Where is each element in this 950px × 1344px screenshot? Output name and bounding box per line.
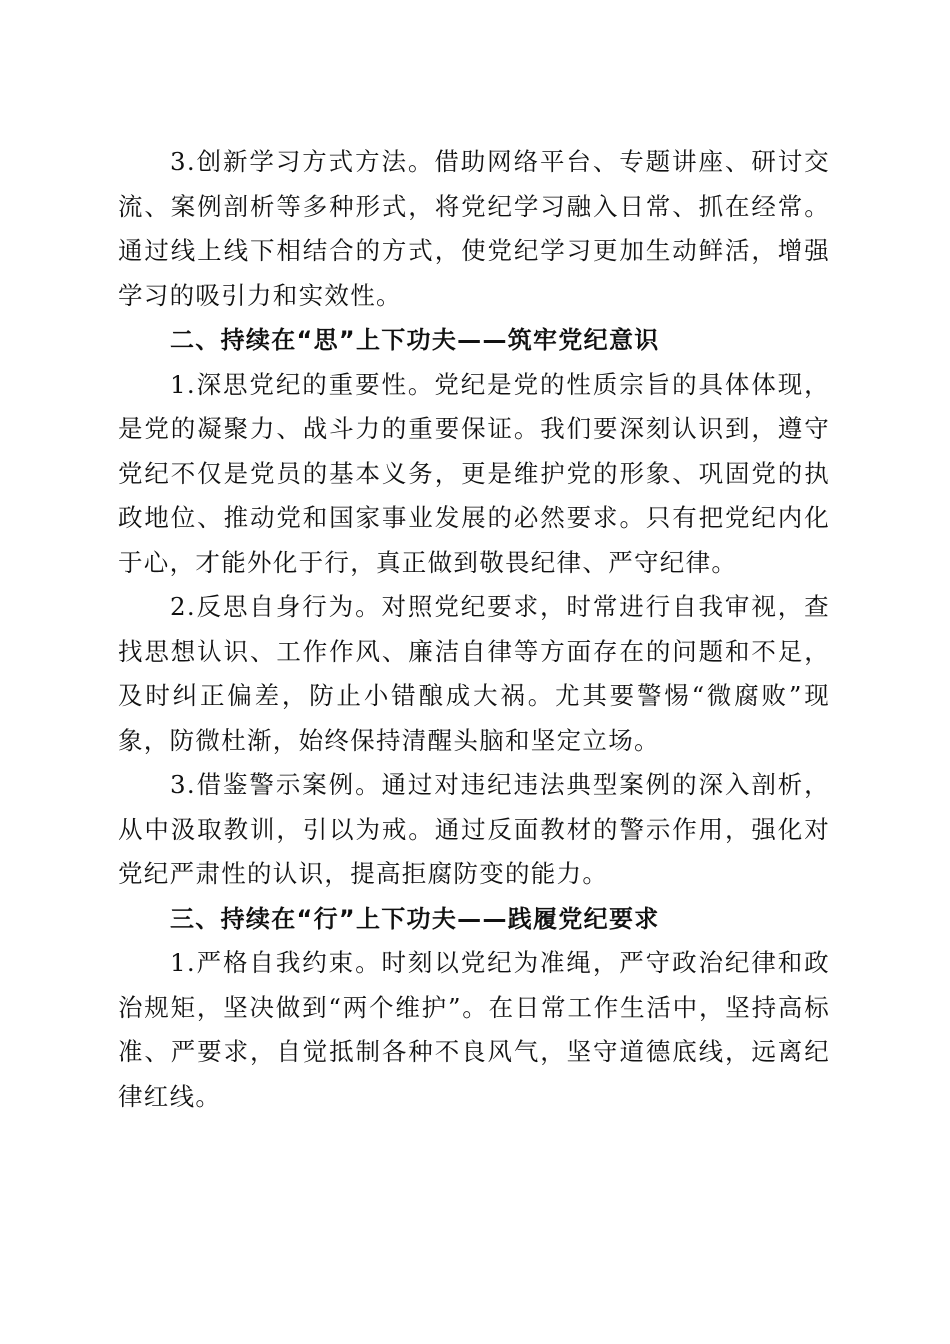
section-heading-3: 三、持续在“行”上下功夫——践履党纪要求 [170,904,660,933]
paragraph-self-reflection: 2.反思自身行为。对照党纪要求，时常进行自我审视，查找思想认识、工作作风、廉洁自律等方面存在的问题和不足，及时纠正偏差，防止小错酿成大祸。尤其要警惕“微腐败”现象，防微杜渐，始终保持清醒头脑和坚定立场。 [118,592,830,755]
paragraph-innovate-methods: 3.创新学习方式方法。借助网络平台、专题讲座、研讨交流、案例剖析等多种形式，将党纪学习融入日常、抓在经常。通过线上线下相结合的方式，使党纪学习更加生动鲜活，增强学习的吸引力和实效性。 [118,147,830,310]
paragraph-self-discipline: 1.严格自我约束。时刻以党纪为准绳，严守政治纪律和政治规矩，坚决做到“两个维护”。在日常工作生活中，坚持高标准、严要求，自觉抵制各种不良风气，坚守道德底线，远离纪律红线。 [118,948,830,1111]
section-heading-2: 二、持续在“思”上下功夫——筑牢党纪意识 [170,326,660,354]
document-body [118,140,830,1119]
paragraph-warning-cases: 3.借鉴警示案例。通过对违纪违法典型案例的深入剖析，从中汲取教训，引以为戒。通过反面教材的警示作用，强化对党纪严肃性的认识，提高拒腐防变的能力。 [118,770,830,888]
paragraph-importance: 1.深思党纪的重要性。党纪是党的性质宗旨的具体体现，是党的凝聚力、战斗力的重要保证。我们要深刻认识到，遵守党纪不仅是党员的基本义务，更是维护党的形象、巩固党的执政地位、推动党和国家事业发展的必然要求。只有把党纪内化于心，才能外化于行，真正做到敬畏纪律、严守纪律。 [118,369,830,577]
